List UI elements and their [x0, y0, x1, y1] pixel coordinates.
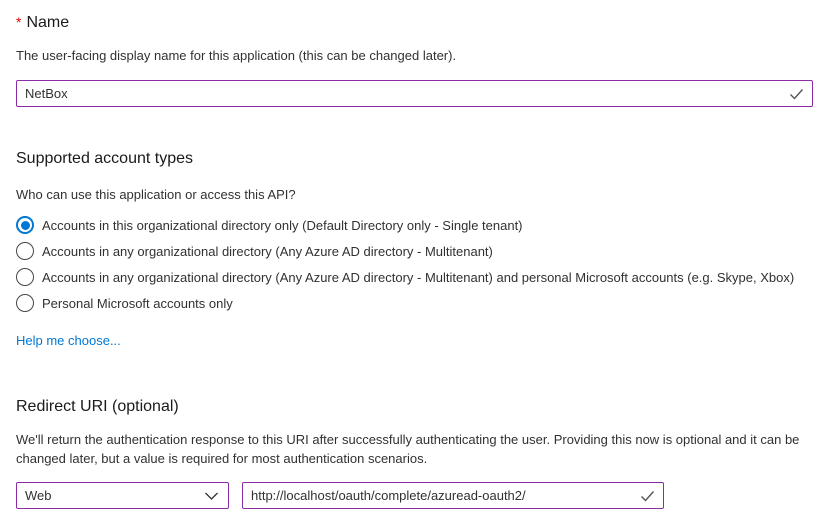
account-types-section: [16, 149, 813, 350]
account-types-radio-group: [16, 212, 813, 316]
redirect-uri-title: Redirect URI (optional): [16, 398, 179, 415]
redirect-uri-section: [16, 397, 813, 509]
radio-option-multitenant-personal[interactable]: [16, 264, 813, 290]
radio-icon: [16, 268, 34, 286]
radio-icon: [16, 294, 34, 312]
account-types-question: Who can use this application or access this API?: [16, 187, 296, 202]
valid-checkmark-icon: [640, 490, 655, 502]
redirect-uri-description: We'll return the authentication response to this URI after successfully authenticating the user. Providing this now is optional and it can be changed later, but a value is required for most authentication scenarios.: [16, 432, 800, 466]
radio-icon: [16, 216, 34, 234]
radio-option-label: Accounts in this organizational directory only (Default Directory only - Single tenant): [42, 217, 523, 233]
platform-select-value: Web: [25, 488, 52, 503]
platform-select[interactable]: [16, 482, 229, 509]
chevron-down-icon: [204, 491, 219, 500]
name-field-label: [16, 12, 813, 33]
name-input[interactable]: [16, 80, 813, 107]
radio-option-label: Accounts in any organizational directory (Any Azure AD directory - Multitenant): [42, 243, 493, 259]
redirect-uri-input-wrap: [242, 482, 664, 509]
name-section: [16, 12, 813, 107]
valid-checkmark-icon: [789, 88, 804, 100]
radio-option-personal-only[interactable]: [16, 290, 813, 316]
redirect-uri-row: [16, 482, 813, 509]
radio-option-label: Personal Microsoft accounts only: [42, 295, 233, 311]
name-input-wrap: [16, 80, 813, 107]
redirect-uri-input[interactable]: [242, 482, 664, 509]
radio-icon: [16, 242, 34, 260]
radio-option-single-tenant[interactable]: [16, 212, 813, 238]
required-asterisk: *: [16, 14, 22, 30]
radio-option-label: Accounts in any organizational directory (Any Azure AD directory - Multitenant) and personal Microsoft accounts (e.g. Skype, Xbox): [42, 269, 795, 285]
radio-option-multitenant[interactable]: [16, 238, 813, 264]
name-field-description: The user-facing display name for this application (this can be changed later).: [16, 48, 457, 63]
name-field-label-text: Name: [26, 14, 70, 31]
account-types-title: Supported account types: [16, 150, 194, 167]
help-me-choose-link[interactable]: Help me choose...: [16, 333, 121, 348]
